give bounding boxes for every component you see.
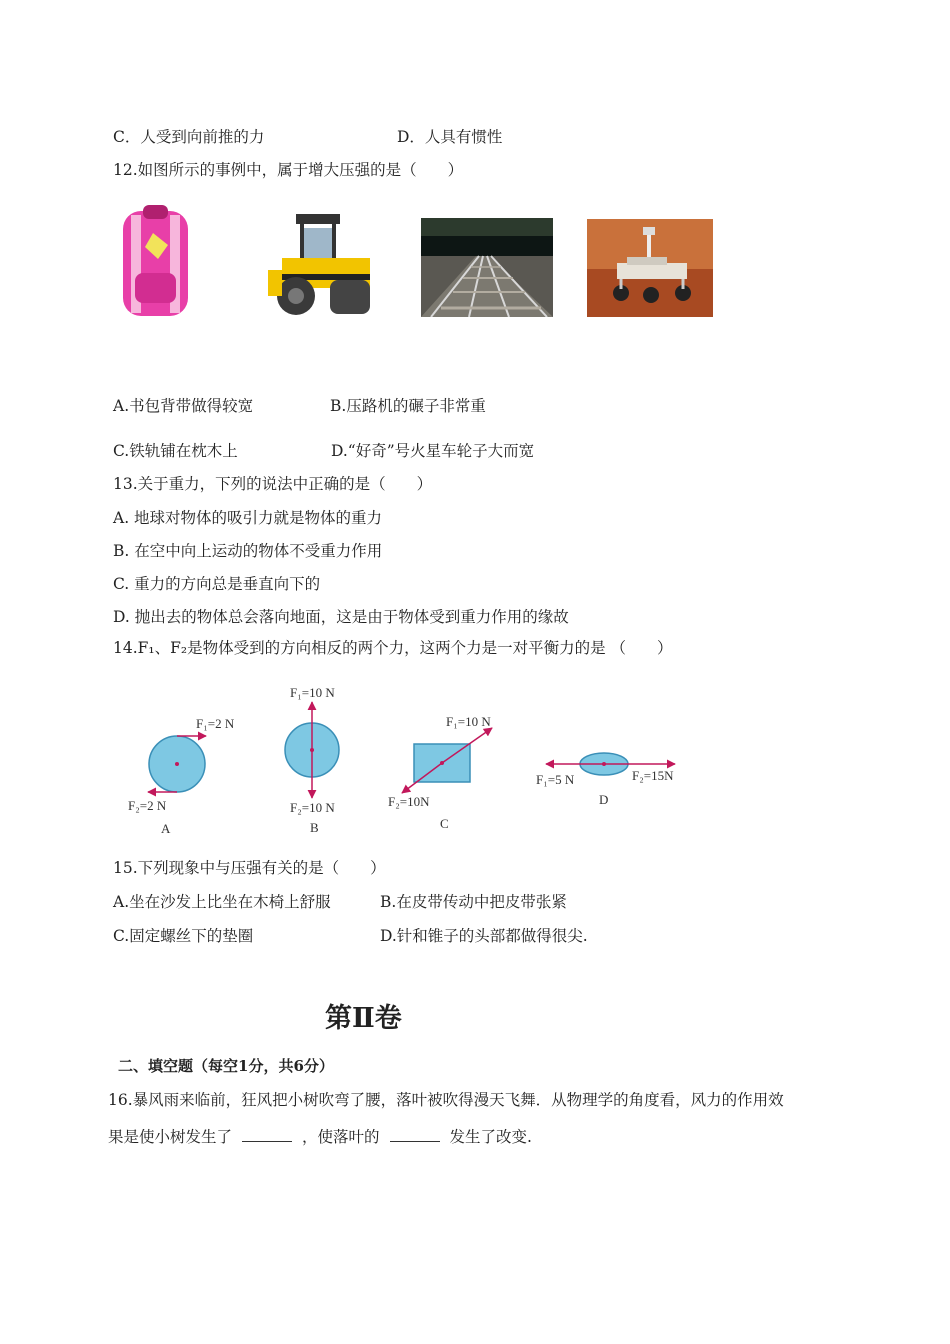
diagram-a-letter: A (161, 821, 171, 836)
q16-blank-2[interactable] (390, 1127, 440, 1142)
q16-text-b: ，使落叶的 (302, 1128, 380, 1146)
mars-rover-image (587, 219, 713, 317)
q12-stem: 12.如图所示的事例中，属于增大压强的是（ ） (113, 161, 464, 179)
diagram-c-f2-label: F₂=10N (388, 794, 430, 809)
q15-stem: 15.下列现象中与压强有关的是（ ） (113, 859, 386, 877)
q13-option-c: C. 重力的方向总是垂直向下的 (113, 575, 321, 593)
diagram-c-f1-label: F₁=10 N (446, 714, 491, 729)
q11-option-c: C．人受到向前推的力 (113, 128, 265, 146)
diagram-d-f2-label: F₂=15N (632, 768, 674, 783)
diagram-c (388, 714, 492, 831)
diagram-b-f1-label: F₁=10 N (290, 685, 335, 700)
backpack-image (113, 203, 198, 318)
q12-option-b: B.压路机的碾子非常重 (330, 397, 486, 415)
q15-option-a: A.坐在沙发上比坐在木椅上舒服 (113, 893, 331, 911)
q16-line1: 16.暴风雨来临前，狂风把小树吹弯了腰，落叶被吹得漫天飞舞．从物理学的角度看，风力的作用效 (108, 1091, 784, 1109)
road-roller-image (268, 210, 373, 317)
q13-option-d: D. 抛出去的物体总会落向地面，这是由于物体受到重力作用的缘故 (113, 608, 569, 626)
q16-line2 (108, 1127, 532, 1147)
diagram-b-f2-label: F₂=10 N (290, 800, 335, 815)
diagram-d-letter: D (599, 792, 609, 807)
q16-text-a: 果是使小树发生了 (108, 1128, 233, 1146)
force-diagrams (110, 680, 710, 840)
diagram-d (536, 753, 675, 807)
railway-tracks-image (421, 218, 553, 317)
q13-stem: 13.关于重力，下列的说法中正确的是（ ） (113, 475, 433, 493)
q15-option-b: B.在皮带传动中把皮带张紧 (380, 893, 567, 911)
q16-text-c: 发生了改变. (449, 1128, 532, 1146)
q13-option-a: A. 地球对物体的吸引力就是物体的重力 (113, 509, 383, 527)
diagram-c-letter: C (440, 816, 449, 831)
diagram-b-letter: B (310, 820, 319, 835)
q15-option-c: C.固定螺丝下的垫圈 (113, 927, 254, 945)
q14-stem: 14.F₁、F₂是物体受到的方向相反的两个力，这两个力是一对平衡力的是 （ ） (113, 639, 673, 657)
diagram-a-f2-label: F₂=2 N (128, 798, 167, 813)
q13-option-b: B. 在空中向上运动的物体不受重力作用 (113, 542, 383, 560)
diagram-b (285, 685, 339, 835)
q11-option-d: D．人具有惯性 (397, 128, 503, 146)
section-fill-blank: 二、填空题（每空1分，共6分） (118, 1057, 334, 1075)
part-two-title: 第Ⅱ卷 (325, 1003, 402, 1034)
diagram-a-f1-label: F₁=2 N (196, 716, 235, 731)
q15-option-d: D.针和锥子的头部都做得很尖. (380, 927, 588, 945)
q16-blank-1[interactable] (242, 1127, 292, 1142)
q12-option-c: C.铁轨铺在枕木上 (113, 442, 238, 460)
diagram-d-f1-label: F₁=5 N (536, 772, 575, 787)
q12-option-a: A.书包背带做得较宽 (113, 397, 254, 415)
q12-option-d: D.“好奇”号火星车轮子大而宽 (331, 442, 535, 460)
diagram-a (128, 716, 235, 836)
